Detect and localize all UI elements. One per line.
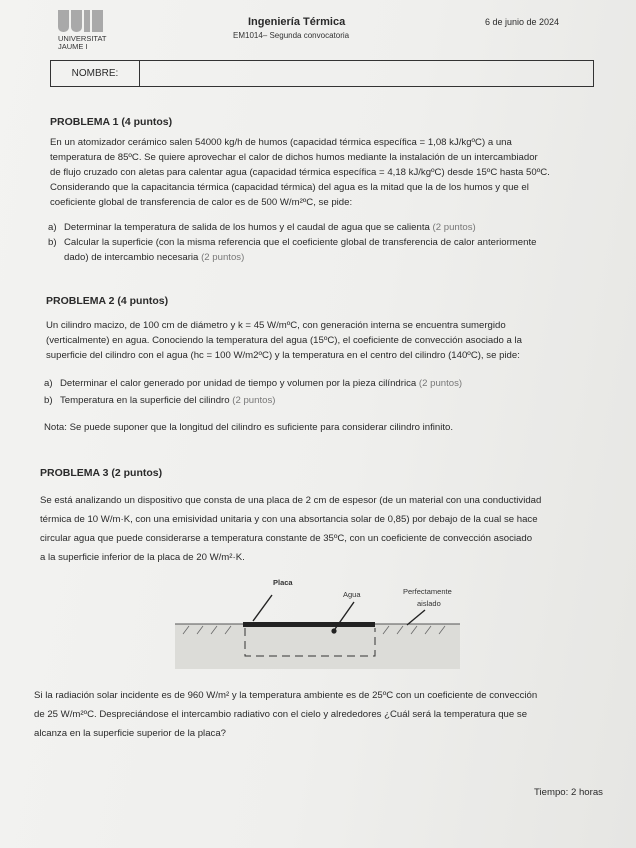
problem-3-line: Se está analizando un dispositivo que consta de una placa de 2 cm de espesor (de un material con una conductividad (40, 495, 542, 506)
insulated-label-1: Perfectamente (403, 587, 452, 596)
problem-1-statement (50, 135, 594, 210)
insulated-label-2: aislado (417, 599, 441, 608)
problem-2-part-a (44, 376, 604, 391)
problem-1-line: de flujo cruzado con aletas para calentar agua (capacidad térmica específica = 4,18 kJ/kgºC) desde 15ºC hasta 50ºC. (50, 167, 550, 178)
plate-diagram (175, 574, 460, 676)
problem-3-statement (40, 491, 610, 567)
part-text: dado) de intercambio necesaria (64, 252, 199, 263)
part-points: (2 puntos) (432, 222, 476, 233)
problem-2-line: (verticalmente) en agua. Conociendo la temperatura del agua (15ºC), el coeficiente de convección asociado a la (46, 335, 523, 346)
problem-3-question-line: alcanza en la superficie superior de la placa? (34, 728, 226, 739)
problem-3-title: PROBLEMA 3 (2 puntos) (40, 467, 163, 479)
problem-1-line: Considerando que la capacitancia térmica (capacidad térmica) del agua es la mitad que la de los humos y que el (50, 182, 529, 193)
plate-label: Placa (273, 578, 293, 587)
name-label: NOMBRE: (51, 61, 140, 86)
part-points: (2 puntos) (201, 252, 245, 263)
list-marker: a) (44, 378, 53, 389)
problem-2-part-b (44, 393, 604, 408)
part-text: Temperatura en la superficie del cilindro (60, 395, 230, 406)
problem-3-line: a la superficie inferior de la placa de 20 W/m²·K. (40, 552, 245, 563)
university-logo (58, 10, 106, 51)
problem-1-title: PROBLEMA 1 (4 puntos) (50, 116, 173, 128)
problem-3-question-line: Si la radiación solar incidente es de 960 W/m² y la temperatura ambiente es de 25ºC con un coeficiente de convección (34, 690, 538, 701)
part-text: Calcular la superficie (con la misma referencia que el coeficiente global de transferencia de calor anteriormente (64, 237, 537, 248)
course-title: Ingeniería Térmica (248, 16, 346, 28)
water-pointer-dot (331, 628, 336, 633)
problem-2-statement (46, 318, 602, 363)
problem-1-part-b (48, 235, 600, 265)
list-marker: b) (44, 395, 53, 406)
problem-1-line: En un atomizador cerámico salen 54000 kg/h de humos (capacidad térmica específica = 1,08 kJ/kgºC) a una (50, 137, 512, 148)
logo-text (58, 35, 106, 51)
problem-2-title: PROBLEMA 2 (4 puntos) (46, 295, 169, 307)
list-marker: b) (48, 237, 57, 248)
water-region (175, 624, 460, 669)
logo-text-line-1: UNIVERSITAT (58, 34, 107, 43)
problem-2-line: Un cilindro macizo, de 100 cm de diámetro y k = 45 W/mºC, con generación interna se encuentra sumergido (46, 320, 506, 331)
session-info: EM1014– Segunda convocatoria (233, 31, 350, 40)
exam-date: 6 de junio de 2024 (485, 17, 560, 27)
list-marker: a) (48, 222, 57, 233)
part-text: Determinar la temperatura de salida de los humos y el caudal de agua que se calienta (64, 222, 430, 233)
problem-3-question (34, 686, 616, 743)
problem-1-part-a (48, 220, 598, 235)
problem-1-line: temperatura de 85ºC. Se quiere aprovechar el calor de dichos humos mediante la instalación de un intercambiador (50, 152, 538, 163)
plate (243, 622, 375, 627)
problem-1-line: coeficiente global de transferencia de calor es de 500 W/m²ºC, se pide: (50, 197, 353, 208)
uji-logo-icon (58, 10, 106, 32)
name-field[interactable] (50, 60, 594, 87)
part-text: Determinar el calor generado por unidad de tiempo y volumen por la pieza cilíndrica (60, 378, 417, 389)
exam-duration: Tiempo: 2 horas (534, 787, 603, 798)
part-points: (2 puntos) (418, 378, 463, 389)
problem-2-note: Nota: Se puede suponer que la longitud del cilindro es suficiente para considerar cilindro infinito. (44, 422, 454, 433)
problem-2-line: superficie del cilindro con el agua (hc = 100 W/m2ºC) y la temperatura en el centro del cilindro (140ºC), se pide: (46, 350, 520, 361)
problem-3-question-line: de 25 W/m²ºC. Despreciándose el intercambio radiativo con el cielo y alrededores ¿Cuál será la temperatura que se (34, 709, 528, 720)
part-points: (2 puntos) (232, 395, 276, 406)
water-label: Agua (343, 590, 361, 599)
problem-3-line: térmica de 10 W/m·K, con una emisividad unitaria y con una absortancia solar de 0,85) por debajo de la cual se hace (40, 514, 538, 525)
logo-text-line-2: JAUME I (58, 42, 88, 51)
problem-3-line: circular agua que puede considerarse a temperatura constante de 35ºC, con un coeficiente de convección asociado (40, 533, 533, 544)
insulated-pointer (407, 610, 425, 625)
plate-pointer (253, 595, 272, 621)
